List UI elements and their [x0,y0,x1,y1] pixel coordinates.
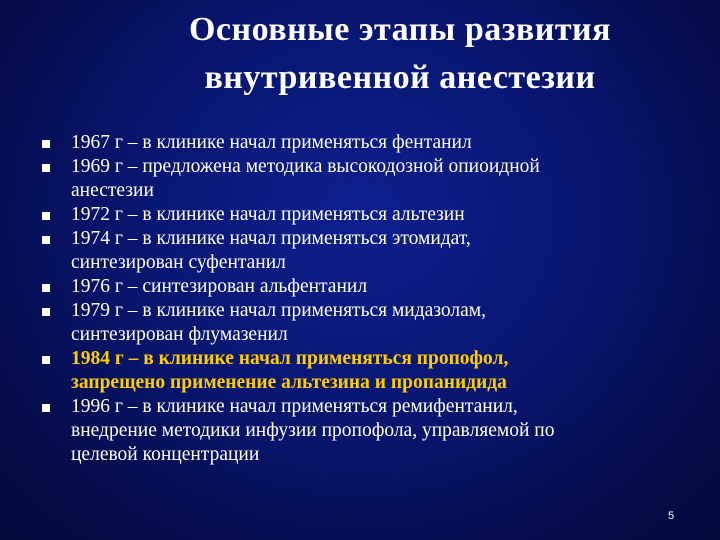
bullet-line: внедрение методики инфузии пропофола, управляемой по [71,420,555,441]
bullet-line: 1972 г – в клинике начал применяться альтезин [71,204,465,225]
bullet-line: 1967 г – в клинике начал применяться фентанил [71,132,472,153]
bullet-line: запрещено применение альтезина и пропанидида [71,372,507,393]
bullet-item-1967 [42,131,682,155]
bullet-line: синтезирован флумазенил [71,324,288,345]
title-line-1: Основные этапы развития [188,11,612,48]
square-bullet-icon [42,284,50,292]
square-bullet-icon [42,140,50,148]
bullet-line: 1976 г – синтезирован альфентанил [71,276,368,297]
square-bullet-icon [42,308,50,316]
bullet-line: 1979 г – в клинике начал применяться мидазолам, [71,300,487,321]
bullet-line: 1969 г – предложена методика высокодозной опиоидной [71,156,540,177]
bullet-item-1972 [42,203,682,227]
bullet-item-1976 [42,275,682,299]
bullet-line: 1996 г – в клинике начал применяться ремифентанил, [71,396,518,417]
bullet-line: 1974 г – в клинике начал применяться этомидат, [71,228,471,249]
bullet-line: синтезирован суфентанил [71,252,286,273]
square-bullet-icon [42,404,50,412]
square-bullet-icon [42,164,50,172]
bullet-line: анестезии [71,180,154,201]
bullet-item-1969 [42,155,682,203]
bullet-line: целевой концентрации [71,444,260,465]
bullet-item-1984 [42,347,682,395]
page-number: 5 [668,510,675,522]
bullet-item-1979 [42,299,682,347]
square-bullet-icon [42,236,50,244]
square-bullet-icon [42,212,50,220]
square-bullet-icon [42,356,50,364]
title-line-2: внутривенной анестезии [204,59,596,96]
bullet-line: 1984 г – в клинике начал применяться пропофол, [71,348,509,369]
bullet-item-1996 [42,395,682,467]
slide-title [40,6,720,102]
bullet-item-1974 [42,227,682,275]
bullet-list [42,131,682,467]
